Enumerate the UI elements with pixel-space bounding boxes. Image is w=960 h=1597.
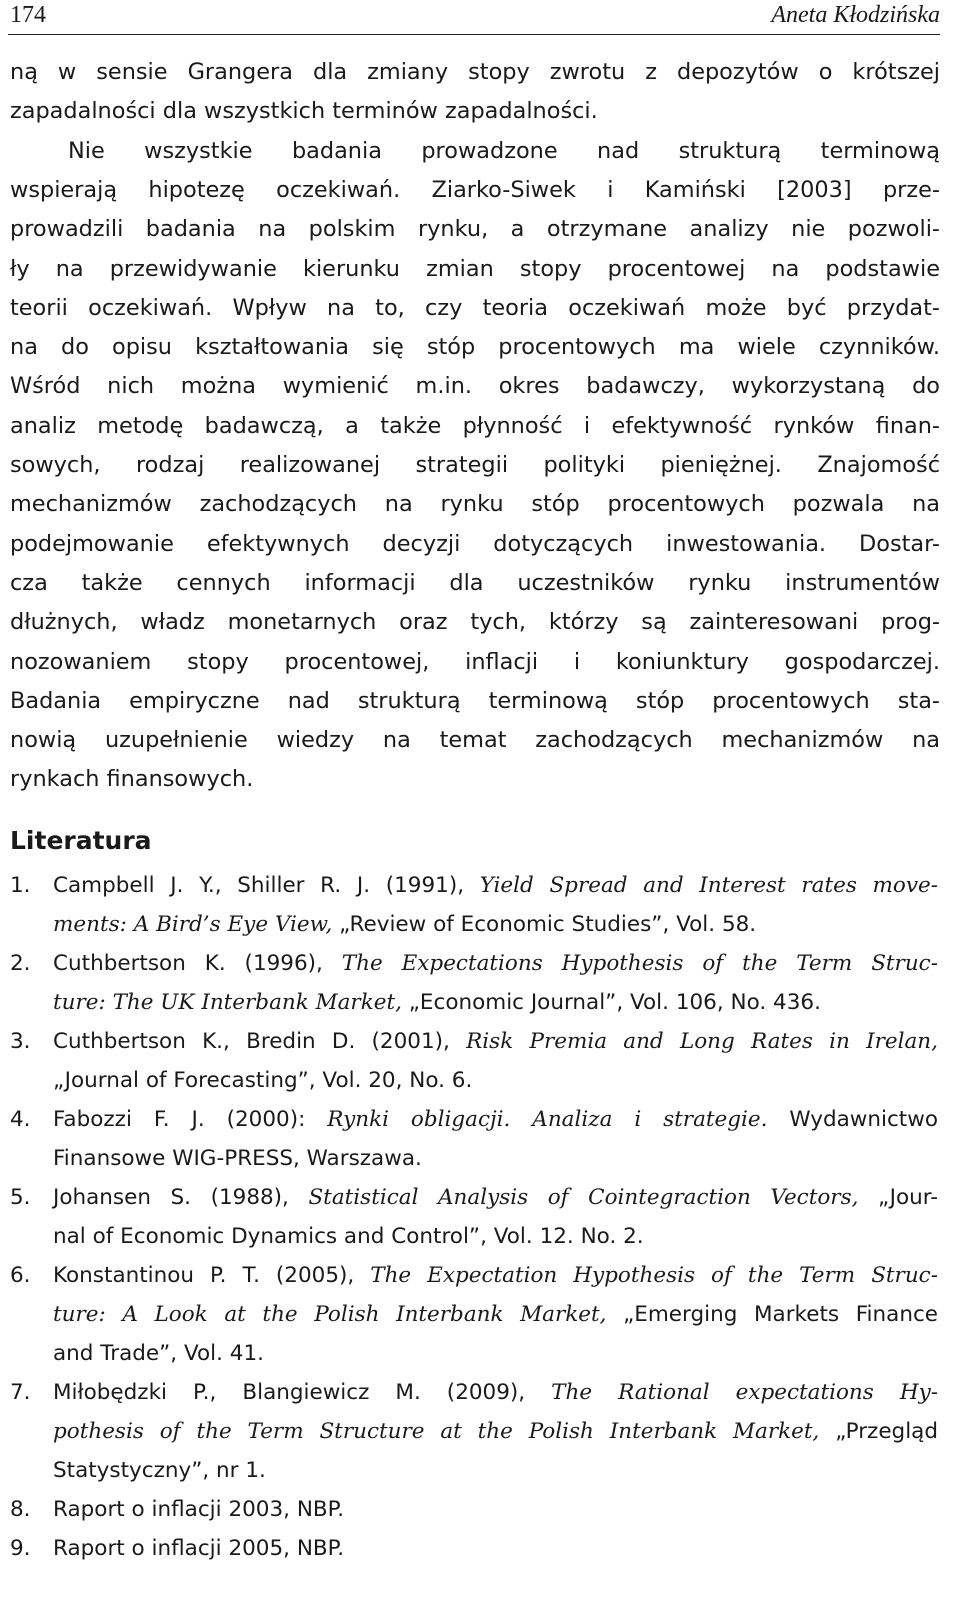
reference-text: „Jour- [858, 1185, 938, 1210]
body-line: ną w sensie Grangera dla zmiany stopy zwrotu z depozytów o krótszej [10, 59, 940, 85]
reference-line [53, 1257, 938, 1295]
reference-line [53, 1062, 938, 1100]
reference-title-italic: Yield Spread and Interest rates move- [479, 873, 938, 898]
body-line: sowych, rodzaj realizowanej strategii polityki pieniężnej. Znajomość [10, 452, 940, 478]
reference-text: Johansen S. (1988), [53, 1185, 309, 1210]
reference-title-italic: ments: A Bird’s Eye View, [53, 912, 333, 937]
reference-text: Cuthbertson K., Bredin D. (2001), [53, 1029, 467, 1054]
body-line: rynkach finansowych. [10, 766, 254, 793]
body-line: cza także cennych informacji dla uczestników rynku instrumentów [10, 569, 940, 596]
reference-title-italic: ture: A Look at the Polish Interbank Market, [53, 1302, 607, 1327]
reference-number: 5. [10, 1185, 31, 1210]
reference-title-italic: Statistical Analysis of Cointegraction Vectors, [308, 1185, 859, 1210]
reference-title-italic: The Rational expectations Hy- [551, 1380, 938, 1405]
reference-line [53, 906, 938, 944]
body-line: wspierają hipotezę oczekiwań. Ziarko-Siwek i Kamiński [2003] prze- [10, 176, 940, 203]
body-line: zapadalności dla wszystkich terminów zapadalności. [10, 98, 598, 125]
reference-line [53, 945, 938, 983]
reference-line [53, 1413, 938, 1451]
page-number: 174 [10, 2, 46, 28]
body-line: nowią uzupełnienie wiedzy na temat zachodzących mechanizmów na [10, 727, 940, 754]
reference-text: Raport o inflacji 2003, NBP. [53, 1497, 345, 1522]
body-line: analiz metodę badawczą, a także płynność i efektywność rynków finan- [10, 412, 940, 439]
reference-title-italic: Risk Premia and Long Rates in Irelan, [466, 1029, 938, 1054]
reference-text: Fabozzi F. J. (2000): [53, 1107, 328, 1132]
reference-number: 2. [10, 951, 31, 976]
reference-line [53, 1335, 938, 1373]
reference-line [53, 1023, 938, 1061]
reference-number: 4. [10, 1107, 31, 1132]
reference-text: Wydawnictwo [767, 1107, 938, 1132]
reference-line [53, 1491, 938, 1529]
reference-text: Miłobędzki P., Blangiewicz M. (2009), [53, 1380, 552, 1405]
reference-text: and Trade”, Vol. 41. [53, 1341, 264, 1366]
reference-number: 7. [10, 1380, 31, 1405]
running-head-author: Aneta Kłodzińska [771, 2, 940, 28]
body-line: Wśród nich można wymienić m.in. okres badawczy, wykorzystaną do [10, 373, 940, 400]
body-line: mechanizmów zachodzących na rynku stóp procentowych pozwala na [10, 491, 940, 518]
reference-line [53, 1530, 938, 1568]
reference-line [53, 1101, 938, 1139]
body-line: na do opisu kształtowania się stóp procentowych ma wiele czynników. [10, 334, 940, 361]
body-line: Badania empiryczne nad strukturą terminową stóp procentowych sta- [10, 687, 940, 714]
reference-text: „Journal of Forecasting”, Vol. 20, No. 6. [53, 1068, 473, 1093]
reference-line [53, 1140, 938, 1178]
reference-text: „Przegląd [819, 1419, 938, 1444]
reference-line [53, 1179, 938, 1217]
reference-line [53, 984, 938, 1022]
page-header [8, 0, 940, 35]
body-line: podejmowanie efektywnych decyzji dotyczących inwestowania. Dostar- [10, 530, 940, 557]
literature-heading: Literatura [10, 826, 152, 855]
reference-line [53, 1374, 938, 1412]
reference-number: 3. [10, 1029, 31, 1054]
body-line: Nie wszystkie badania prowadzone nad strukturą terminową [68, 137, 940, 164]
reference-text: Raport o inflacji 2005, NBP. [53, 1536, 345, 1561]
reference-line [53, 867, 938, 905]
reference-number: 6. [10, 1263, 31, 1288]
reference-text: Cuthbertson K. (1996), [53, 951, 342, 976]
reference-text: nal of Economic Dynamics and Control”, Vol. 12. No. 2. [53, 1224, 644, 1249]
reference-text: Konstantinou P. T. (2005), [53, 1263, 371, 1288]
reference-text: Finansowe WIG-PRESS, Warszawa. [53, 1146, 422, 1171]
reference-line [53, 1452, 938, 1490]
body-line: ły na przewidywanie kierunku zmian stopy procentowej na podstawie [10, 255, 940, 282]
reference-text: „Economic Journal”, Vol. 106, No. 436. [401, 990, 821, 1015]
reference-text: „Review of Economic Studies”, Vol. 58. [332, 912, 757, 937]
body-line: teorii oczekiwań. Wpływ na to, czy teoria oczekiwań może być przydat- [10, 294, 940, 321]
reference-text: Campbell J. Y., Shiller R. J. (1991), [53, 873, 480, 898]
reference-text: Statystyczny”, nr 1. [53, 1458, 266, 1483]
reference-title-italic: Rynki obligacji. Analiza i strategie. [327, 1107, 768, 1132]
reference-text: „Emerging Markets Finance [606, 1302, 938, 1327]
body-line: prowadzili badania na polskim rynku, a otrzymane analizy nie pozwoli- [10, 216, 940, 243]
body-line: dłużnych, władz monetarnych oraz tych, którzy są zainteresowani prog- [10, 609, 940, 636]
reference-title-italic: The Expectations Hypothesis of the Term Struc- [341, 951, 938, 976]
reference-number: 1. [10, 873, 31, 898]
reference-title-italic: The Expectation Hypothesis of the Term Struc- [370, 1263, 938, 1288]
body-line: nozowaniem stopy procentowej, inflacji i koniunktury gospodarczej. [10, 648, 940, 675]
reference-line [53, 1296, 938, 1334]
reference-title-italic: ture: The UK Interbank Market, [53, 990, 402, 1015]
reference-title-italic: pothesis of the Term Structure at the Polish Interbank Market, [53, 1419, 820, 1444]
reference-number: 8. [10, 1497, 31, 1522]
reference-line [53, 1218, 938, 1256]
reference-number: 9. [10, 1536, 31, 1561]
